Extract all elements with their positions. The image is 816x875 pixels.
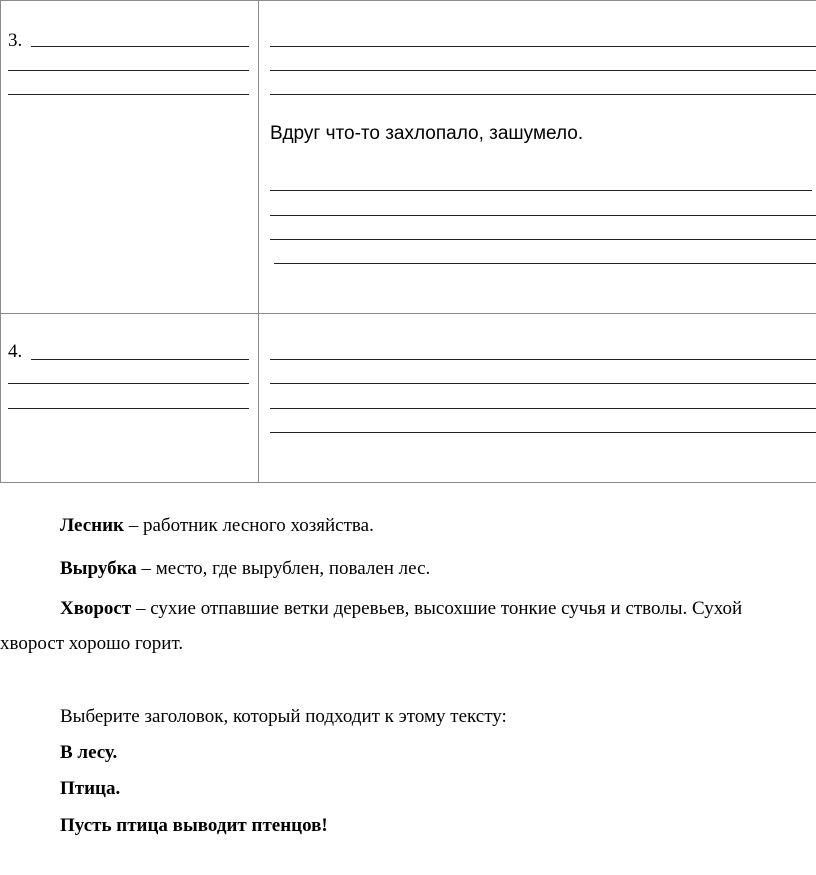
- table-bottom-border: [0, 482, 816, 483]
- answer-line-3-1[interactable]: [31, 46, 249, 47]
- glossary-item-lesnik: [60, 514, 374, 538]
- answer-line-4-2[interactable]: [8, 383, 249, 384]
- glossary-term: Хворост: [60, 598, 132, 619]
- story-line-3-1[interactable]: [270, 46, 816, 47]
- glossary-definition: – место, где вырублен, повален лес.: [136, 558, 431, 579]
- title-option-3[interactable]: [60, 814, 328, 838]
- story-line-4-4[interactable]: [270, 432, 816, 433]
- glossary-continuation: хворост хорошо горит.: [0, 633, 184, 654]
- story-line-4-3[interactable]: [270, 408, 816, 409]
- task-prompt: Выберите заголовок, который подходит к этому тексту:: [60, 706, 507, 727]
- glossary-term: Вырубка: [60, 558, 137, 579]
- column-divider: [258, 0, 259, 483]
- story-sentence: Вдруг что-то захлопало, зашумело.: [270, 123, 584, 144]
- story-line-3-4[interactable]: [270, 190, 812, 191]
- row-number-4: 4.: [8, 341, 23, 362]
- option-text: Птица.: [60, 778, 121, 799]
- glossary-definition: – сухие отпавшие ветки деревьев, высохшие тонкие сучья и стволы. Сухой: [131, 598, 743, 619]
- glossary-item-vyrubka: [60, 557, 430, 581]
- story-line-4-2[interactable]: [270, 383, 816, 384]
- row-number-3: 3.: [8, 30, 23, 51]
- table-left-border: [0, 0, 1, 483]
- table-top-border: [0, 0, 816, 1]
- answer-line-3-3[interactable]: [8, 94, 249, 95]
- glossary-item-khvorost: [60, 597, 742, 621]
- row-divider: [0, 313, 816, 314]
- story-line-4-1[interactable]: [270, 359, 816, 360]
- option-text: Пусть птица выводит птенцов!: [60, 815, 328, 836]
- answer-line-4-3[interactable]: [8, 408, 249, 409]
- title-option-2[interactable]: [60, 777, 120, 801]
- story-line-3-3[interactable]: [270, 94, 816, 95]
- option-text: В лесу.: [60, 742, 118, 763]
- story-line-3-7[interactable]: [274, 263, 816, 264]
- title-option-1[interactable]: [60, 741, 117, 765]
- answer-line-3-2[interactable]: [8, 70, 249, 71]
- answer-line-4-1[interactable]: [31, 359, 249, 360]
- story-line-3-2[interactable]: [270, 70, 816, 71]
- story-line-3-6[interactable]: [270, 239, 816, 240]
- glossary-definition: – работник лесного хозяйства.: [123, 515, 374, 536]
- glossary-term: Лесник: [60, 515, 124, 536]
- story-line-3-5[interactable]: [270, 215, 816, 216]
